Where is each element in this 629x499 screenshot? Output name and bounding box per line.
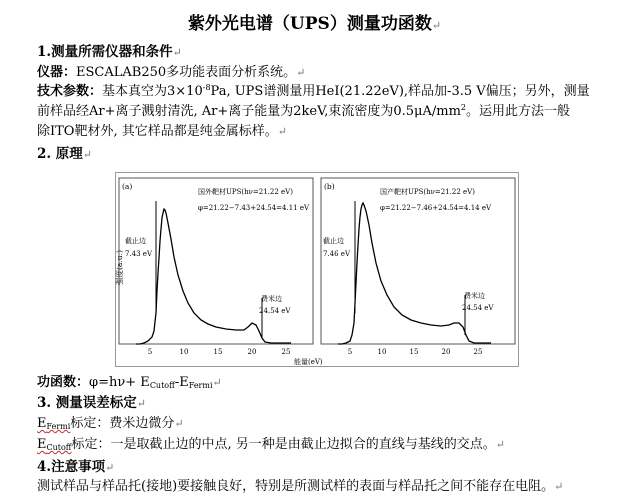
instrument-line: 仪器：ESCALAB250多功能表面分析系统。↵: [37, 65, 306, 80]
panel-b-cutoff-value: 7.46 eV: [323, 250, 351, 258]
panel-a-spectrum-curve: [136, 209, 291, 344]
ups-spectra-svg: [116, 173, 518, 366]
fermi-calibration-line: $E_{Fermi}$标定：费米边微分↵: [37, 416, 184, 431]
section-2-heading: 2. 原理↵: [37, 146, 93, 162]
panel-b-fermi-label: 费米边: [464, 292, 485, 300]
panel-b-xtick: 15: [409, 348, 419, 356]
y-axis-label: 强度(a.u.): [115, 250, 124, 285]
panel-b-formula: φ=21.22−7.46+24.54=4.14 eV: [380, 204, 492, 212]
panel-b-xtick: 20: [441, 348, 451, 356]
panel-a-fermi-value: 24.54 eV: [259, 307, 291, 315]
tech-params-line-2: 前样品经Ar+离子溅射清洗, Ar+离子能量为2keV,束流密度为$0.5\mu A/mm^2$。运用此方法一般: [37, 103, 570, 119]
panel-a-name: 国外靶材UPS(hν=21.22 eV): [198, 188, 293, 196]
panel-a-xtick: 10: [179, 348, 189, 356]
panel-b-cutoff-label: 截止边: [323, 237, 344, 245]
panel-a-xtick: 20: [247, 348, 257, 356]
paragraph-mark: ↵: [431, 19, 442, 32]
panel-a-frame: [119, 178, 313, 344]
tech-params-line-1: 技术参数：基本真空为$3\times 10^{-8}Pa$, UPS谱测量用HeⅠ(21.22eV),样品加-3.5 V偏压；另外，测量: [37, 83, 590, 99]
panel-a-cutoff-label: 截止边: [125, 237, 146, 245]
panel-b-spectrum-curve: [338, 203, 491, 344]
panel-b-tag: (b): [324, 182, 335, 191]
panel-a-formula: φ=21.22−7.43+24.54=4.11 eV: [198, 204, 310, 212]
section-1-heading: 1.测量所需仪器和条件↵: [37, 44, 182, 60]
panel-a-fermi-label: 费米边: [261, 295, 282, 303]
panel-b-xtick: 5: [347, 348, 353, 356]
panel-a-tag: (a): [122, 182, 133, 191]
panel-b-xtick: 10: [377, 348, 387, 356]
tech-params-line-3: 除ITO靶材外, 其它样品都是纯金属标样。↵: [37, 124, 287, 139]
page-title: 紫外光电谱（UPS）测量功函数↵: [187, 14, 442, 34]
section-3-heading: 3. 测量误差标定↵: [37, 395, 147, 411]
panel-a-xtick: 5: [147, 348, 153, 356]
cutoff-calibration-line: $E_{Cutoff}$标定：一是取截止边的中点, 另一种是由截止边拟合的直线与基线的交点。↵: [37, 437, 505, 452]
panel-a-cutoff-value: 7.43 eV: [125, 250, 153, 258]
x-axis-label: 能量(eV): [294, 358, 323, 366]
panel-b-name: 国产靶材UPS(hν=21.22 eV): [380, 188, 475, 196]
section-4-heading: 4.注意事项↵: [37, 459, 115, 475]
panel-b-frame: [321, 178, 515, 344]
panel-b-xtick: 25: [473, 348, 483, 356]
panel-a-xtick: 25: [281, 348, 291, 356]
work-function-line: 功函数：$\varphi=h\nu+ E_{Cutoff}-E_{Fermi}↵$: [37, 375, 222, 390]
notes-line: 测试样品与样品托(接地)要接触良好，特别是所测试样的表面与样品托之间不能存在电阻。↵: [37, 479, 564, 494]
panel-a-xtick: 15: [213, 348, 223, 356]
ups-spectra-figure: [115, 172, 519, 367]
panel-b-fermi-value: 24.54 eV: [462, 304, 494, 312]
